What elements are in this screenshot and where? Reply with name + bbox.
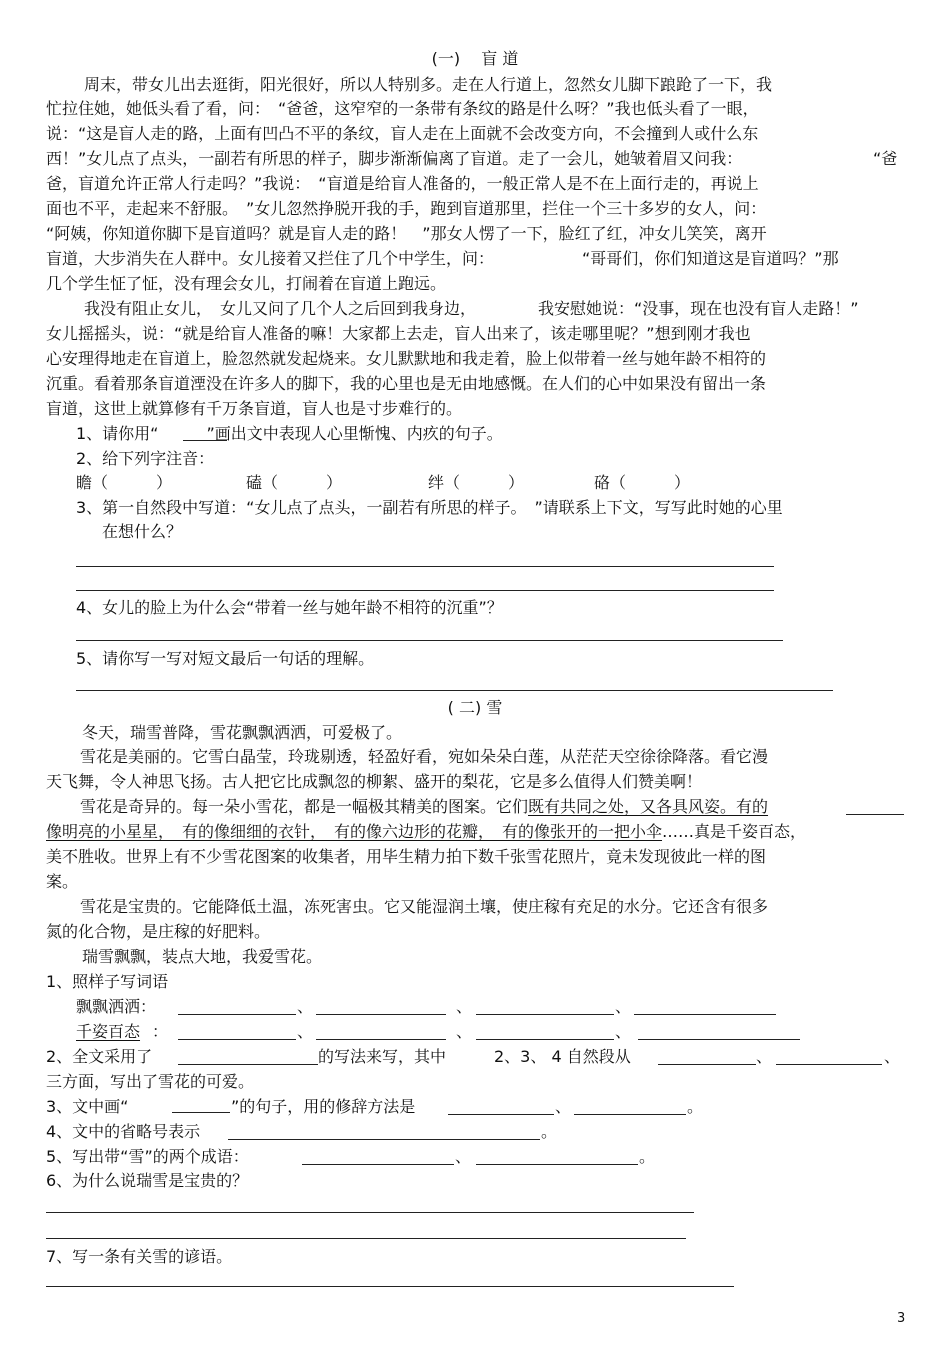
passage1-line: 我没有阻止女儿， 女儿又问了几个人之后回到我身边， (84, 299, 477, 318)
pinyin-item[interactable]: 磕（ ） (246, 473, 343, 492)
passage1-line-tail: “哥哥们，你们知道这是盲道吗？”那 (582, 249, 839, 268)
answer-line[interactable] (76, 640, 783, 641)
fill-blank[interactable] (316, 1014, 446, 1015)
question-5: 5、写出带“雪”的两个成语： (46, 1147, 249, 1166)
answer-line[interactable] (76, 566, 774, 567)
separator: 。 (687, 1097, 704, 1116)
separator: 、 (297, 997, 314, 1016)
section2-title: ( 二) 雪 (447, 698, 503, 717)
separator: 、 (615, 1022, 632, 1041)
separator: 、 (456, 1022, 473, 1041)
passage1-line: 西！”女儿点了点头，一副若有所思的样子，脚步渐渐偏离了盲道。走了一会儿，她皱着眉又问我： (46, 149, 743, 168)
question-2-cont: 2、3、 4 自然段从 (494, 1047, 631, 1066)
question-1: 1、照样子写词语 (46, 972, 169, 991)
passage1-line: 沉重。看着那条盲道湮没在许多人的脚下，我的心里也是无由地感慨。在人们的心中如果没有留出一条 (46, 374, 767, 393)
passage1-line: 说：“这是盲人走的路，上面有凹凸不平的条纹，盲人走在上面就不会改变方向，不会撞到人或什么东 (46, 124, 759, 143)
passage2-line: 氮的化合物，是庄稼的好肥料。 (46, 922, 271, 941)
passage1-line-tail: “爸 (873, 149, 898, 168)
word-example (76, 1021, 168, 1043)
fill-blank[interactable] (178, 1014, 296, 1015)
fill-blank[interactable] (638, 1039, 800, 1040)
pinyin-item[interactable]: 绊（ ） (428, 473, 525, 492)
passage1-line-tail: 我安慰她说：“没事，现在也没有盲人走路！” (538, 299, 859, 318)
question-3: 3、文中画“ (46, 1097, 129, 1116)
q1-sample-underline (183, 440, 227, 441)
passage2-line: 案。 (46, 872, 79, 891)
fill-blank[interactable] (316, 1039, 446, 1040)
section1-title: (一) 盲 道 (431, 49, 519, 68)
fill-blank[interactable] (178, 1064, 318, 1065)
passage1-line: 盲道，大步消失在人群中。女儿接着又拦住了几个中学生，问： (46, 249, 495, 268)
answer-line[interactable] (76, 690, 833, 691)
separator: 。 (541, 1122, 558, 1141)
fill-blank[interactable] (634, 1014, 776, 1015)
word-example: 飘飘洒洒： (76, 997, 157, 1016)
fill-blank[interactable] (448, 1114, 554, 1115)
pinyin-item[interactable]: 硌（ ） (594, 473, 691, 492)
separator: 、 (615, 997, 632, 1016)
passage1-line: 几个学生怔了怔，没有理会女儿，打闹着在盲道上跑远。 (46, 274, 447, 293)
passage1-line: 面也不平，走起来不舒服。 ”女儿忽然挣脱开我的手，跑到盲道那里，拦住一个三十多岁的女人，问： (46, 199, 767, 218)
passage1-line: 心安理得地走在盲道上，脸忽然就发起烧来。女儿默默地和我走着，脸上似带着一丝与她年龄不相符的 (46, 349, 767, 368)
question-4: 4、文中的省略号表示 (46, 1122, 201, 1141)
separator: 、 (884, 1047, 901, 1066)
fill-blank[interactable] (776, 1064, 882, 1065)
underlined-sentence: 像明亮的小星星， 有的像细细的衣针， 有的像六边形的花瓣， 有的像张开的一把小伞 (46, 822, 663, 841)
passage2-line: 冬天，瑞雪普降，雪花飘飘洒洒，可爱极了。 (82, 723, 403, 742)
pinyin-item[interactable]: 瞻（ ） (76, 473, 173, 492)
fill-blank[interactable] (476, 1164, 638, 1165)
fill-blank[interactable] (302, 1164, 454, 1165)
question-2: 2、给下列字注音： (76, 449, 215, 468)
fill-blank[interactable] (228, 1139, 540, 1140)
question-2: 2、全文采用了 (46, 1047, 153, 1066)
fill-blank[interactable] (476, 1014, 614, 1015)
fill-blank[interactable] (574, 1114, 686, 1115)
question-5: 5、请你写一写对短文最后一句话的理解。 (76, 649, 375, 668)
fill-blank[interactable] (178, 1039, 296, 1040)
separator: 。 (639, 1147, 656, 1166)
passage2-line: 天飞舞，令人神思飞扬。古人把它比成飘忽的柳絮、盛开的梨花，它是多么值得人们赞美啊！ (46, 772, 703, 791)
separator: 、 (756, 1047, 773, 1066)
passage2-text: ……真是千姿百态， (662, 822, 807, 841)
question-4: 4、女儿的脸上为什么会“带着一丝与她年龄不相符的沉重”？ (76, 598, 503, 617)
passage1-line: “阿姨，你知道你脚下是盲道吗？就是盲人走的路！ ”那女人愣了一下，脸红了红，冲女儿笑笑，离开 (46, 224, 767, 243)
passage2-line: 雪花是美丽的。它雪白晶莹，玲珑剔透，轻盈好看，宛如朵朵白莲，从茫茫天空徐徐降落。看它漫 (80, 747, 769, 766)
passage1-line: 忙拉住她，她低头看了看，问： “爸爸，这窄窄的一条带有条纹的路是什么呀？”我也低头看了一眼， (46, 99, 759, 118)
underline-extension (846, 814, 904, 815)
fill-blank[interactable] (658, 1064, 756, 1065)
answer-line[interactable] (46, 1286, 734, 1287)
question-7: 7、写一条有关雪的谚语。 (46, 1247, 233, 1266)
question-3-cont: ”的句子，用的修辞方法是 (231, 1097, 416, 1116)
question-2-cont: 三方面，写出了雪花的可爱。 (46, 1072, 255, 1091)
passage2-text: 雪花是奇异的。每一朵小雪花，都是一幅极其精美的图案。它们 (80, 797, 529, 816)
word-example-colon: ： (152, 1022, 169, 1041)
underlined-sentence: 既有共同之处，又各具风姿。有的 (528, 797, 769, 816)
question-6: 6、为什么说瑞雪是宝贵的？ (46, 1171, 249, 1190)
separator: 、 (455, 1147, 472, 1166)
sample-underline (172, 1112, 230, 1113)
separator: 、 (555, 1097, 572, 1116)
passage1-line: 爸，盲道允许正常人行走吗？”我说： “盲道是给盲人准备的，一般正常人是不在上面行走的，再说上 (46, 174, 759, 193)
question-1: 1、请你用“ ”画出文中表现人心里惭愧、内疚的句子。 (76, 424, 503, 443)
passage1-line: 女儿摇摇头，说：“就是给盲人准备的嘛！大家都上去走，盲人出来了，该走哪里呢？”想到刚才我也 (46, 324, 751, 343)
passage2-line: 雪花是宝贵的。它能降低土温，冻死害虫。它又能湿润土壤，使庄稼有充足的水分。它还含有很多 (80, 897, 769, 916)
passage2-line: 瑞雪飘飘，装点大地，我爱雪花。 (82, 947, 323, 966)
question-3-cont: 在想什么？ (102, 522, 183, 541)
separator: 、 (456, 997, 473, 1016)
word-example-text: 千姿百态 (76, 1022, 141, 1041)
page-number: 3 (897, 1311, 906, 1326)
answer-line[interactable] (46, 1212, 694, 1213)
passage2-line (80, 796, 768, 818)
answer-line[interactable] (46, 1238, 686, 1239)
passage2-line (46, 821, 806, 843)
question-3: 3、第一自然段中写道：“女儿点了点头，一副若有所思的样子。 ”请联系上下文，写写此时她的心里 (76, 498, 783, 517)
passage1-line: 周末，带女儿出去逛街，阳光很好，所以人特别多。走在人行道上，忽然女儿脚下踉跄了一下，我 (84, 75, 773, 94)
passage1-line: 盲道，这世上就算修有千万条盲道，盲人也是寸步难行的。 (46, 399, 463, 418)
answer-line[interactable] (76, 590, 774, 591)
passage2-line: 美不胜收。世界上有不少雪花图案的收集者，用毕生精力拍下数千张雪花照片，竟未发现彼此一样的图 (46, 847, 767, 866)
fill-blank[interactable] (476, 1039, 614, 1040)
question-2-cont: 的写法来写，其中 (318, 1047, 447, 1066)
separator: 、 (297, 1022, 314, 1041)
